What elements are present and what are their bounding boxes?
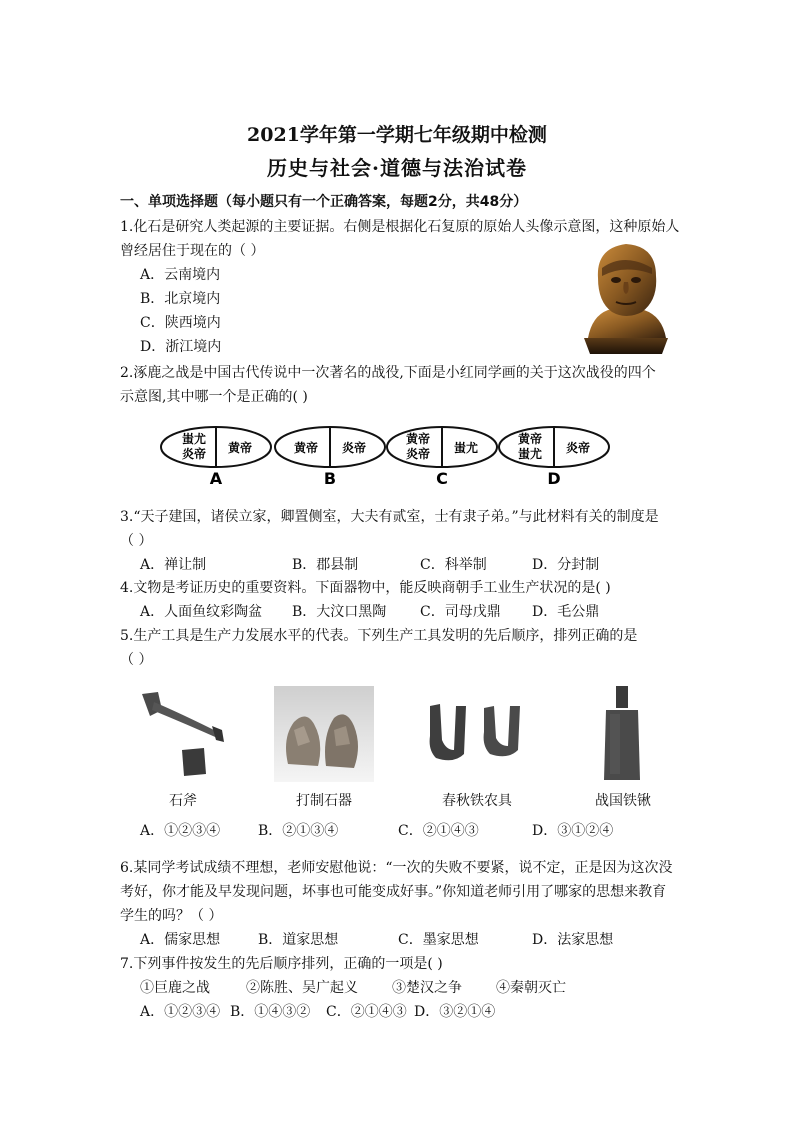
q7-option-c: C．②①④③ [326, 1004, 407, 1020]
q1-text-line1: 1.化石是研究人类起源的主要证据。右侧是根据化石复原的原始人头像示意图，这种原始人 [120, 219, 680, 235]
battle-diagrams [160, 420, 610, 490]
q4-option-c: C．司母戊鼎 [420, 604, 501, 620]
q3-option-b: B．郡县制 [292, 557, 359, 573]
q6-text-line2: 考好，你才能及早发现问题，坏事也可能变成好事。”你知道老师引用了哪家的思想来教育 [120, 884, 667, 900]
q5-option-a: A．①②③④ [140, 823, 221, 839]
q7-event-3: ③楚汉之争 [392, 980, 462, 996]
q7-option-a: A．①②③④ [140, 1004, 221, 1020]
q3-text-line1: 3.“天子建国，诸侯立家，卿置侧室，大夫有贰室，士有隶子弟。”与此材料有关的制度是 [120, 509, 659, 525]
q5-text-line2: （ ） [120, 652, 153, 668]
diagram-a [161, 427, 271, 488]
section-heading: 一、单项选择题（每小题只有一个正确答案，每题2分，共48分） [120, 194, 528, 210]
q1-option-a: A．云南境内 [140, 267, 221, 283]
spring-autumn-iron-tools-image [424, 696, 536, 768]
exam-title: 2021学年第一学期七年级期中检测 [247, 124, 547, 146]
q6-option-a: A．儒家思想 [140, 932, 221, 948]
diagram-a-left-2: 炎帝 [181, 447, 207, 461]
diagram-d-left-1: 黄帝 [517, 432, 543, 446]
q1-option-b: B．北京境内 [140, 291, 221, 307]
q7-event-4: ④秦朝灭亡 [496, 980, 566, 996]
q6-text-line1: 6.某同学考试成绩不理想，老师安慰他说：“一次的失败不要紧，说不定，正是因为这次没 [120, 860, 673, 876]
q3-option-d: D．分封制 [532, 557, 600, 573]
diagram-b-left-1: 黄帝 [293, 441, 319, 455]
q1-option-d: D．浙江境内 [140, 339, 222, 355]
diagram-d-right-1: 炎帝 [565, 441, 591, 455]
diagram-c [387, 427, 497, 488]
q3-option-c: C．科举制 [420, 557, 487, 573]
diagram-b [275, 427, 385, 488]
q1-option-c: C．陕西境内 [140, 315, 221, 331]
q3-text-line2: （ ） [120, 533, 153, 549]
diagram-b-letter: B [323, 469, 337, 488]
q2-text-line2: 示意图,其中哪一个是正确的( ) [120, 389, 308, 405]
q7-event-2: ②陈胜、吴广起义 [246, 980, 358, 996]
q7-text-line1: 7.下列事件按发生的先后顺序排列，正确的一项是( ) [120, 956, 443, 972]
caption-stone-axe: 石斧 [169, 793, 197, 809]
q6-option-c: C．墨家思想 [398, 932, 479, 948]
q4-option-a: A．人面鱼纹彩陶盆 [140, 604, 263, 620]
diagram-b-right-1: 炎帝 [341, 441, 367, 455]
diagram-d-left-2: 蚩尤 [517, 447, 543, 461]
diagram-d-letter: D [547, 469, 561, 488]
q7-option-d: D．③②①④ [414, 1004, 496, 1020]
q5-text-line1: 5.生产工具是生产力发展水平的代表。下列生产工具发明的先后顺序，排列正确的是 [120, 628, 638, 644]
diagram-c-letter: C [436, 469, 448, 488]
stone-axe-image [132, 686, 228, 782]
chipped-stone-tools-image [274, 686, 374, 782]
diagram-c-right-1: 蚩尤 [453, 441, 479, 455]
q7-event-1: ①巨鹿之战 [140, 980, 210, 996]
q7-option-b: B．①④③② [230, 1004, 311, 1020]
caption-iron-farm-tools: 春秋铁农具 [442, 793, 512, 809]
q3-option-a: A．禅让制 [140, 557, 207, 573]
caption-iron-shovel: 战国铁锹 [595, 793, 651, 809]
q6-text-line3: 学生的吗？（ ） [120, 908, 223, 924]
q2-text-line1: 2.涿鹿之战是中国古代传说中一次著名的战役,下面是小红同学画的关于这次战役的四个 [120, 365, 656, 381]
q5-option-c: C．②①④③ [398, 823, 479, 839]
warring-states-iron-shovel-image [598, 684, 646, 784]
exam-subtitle: 历史与社会·道德与法治试卷 [267, 156, 527, 180]
diagram-a-right-1: 黄帝 [227, 441, 253, 455]
q6-option-d: D．法家思想 [532, 932, 614, 948]
q4-option-b: B．大汶口黑陶 [292, 604, 387, 620]
diagram-c-left-2: 炎帝 [405, 447, 431, 461]
q5-option-d: D．③①②④ [532, 823, 614, 839]
q1-text-line2: 曾经居住于现在的（ ） [120, 243, 265, 259]
q4-text-line1: 4.文物是考证历史的重要资料。下面器物中，能反映商朝手工业生产状况的是( ) [120, 580, 611, 596]
q5-option-b: B．②①③④ [258, 823, 339, 839]
diagram-a-letter: A [209, 469, 223, 488]
primitive-man-bust-image [574, 238, 678, 358]
diagram-c-left-1: 黄帝 [405, 432, 431, 446]
caption-chipped-stone: 打制石器 [296, 793, 352, 809]
diagram-a-left-1: 蚩尤 [181, 432, 207, 446]
q4-option-d: D．毛公鼎 [532, 604, 600, 620]
q6-option-b: B．道家思想 [258, 932, 339, 948]
diagram-d [499, 427, 609, 488]
